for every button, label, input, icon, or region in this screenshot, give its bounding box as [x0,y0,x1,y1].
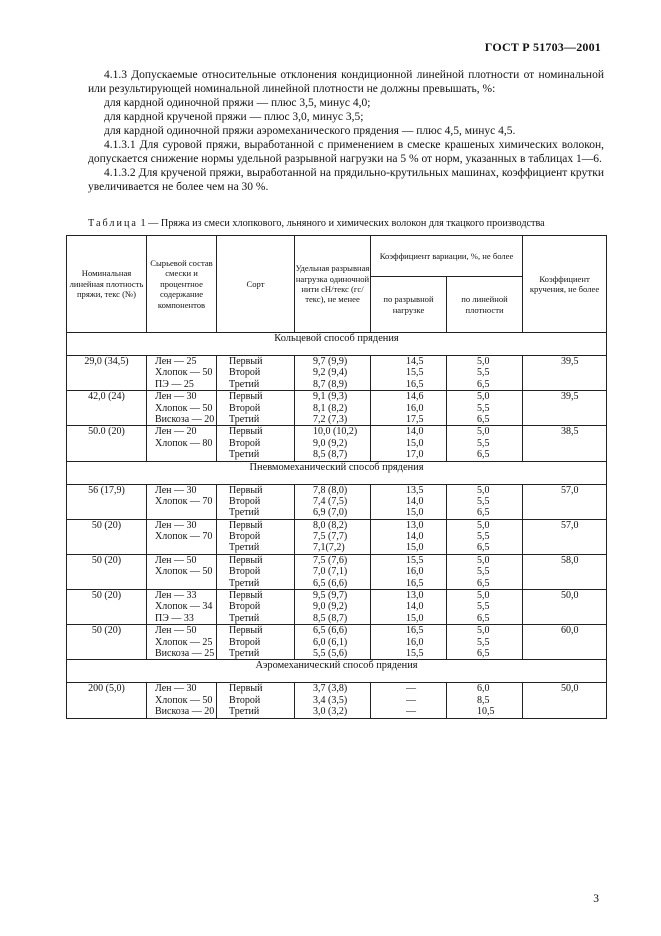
var-density-line: 6,5 [477,449,490,461]
table-row [67,426,607,461]
grades-cell [217,519,295,554]
composition-cell [147,519,217,554]
header-variation: Коэффициент вариации, %, не более [371,236,523,277]
load-cell [295,391,371,426]
var-load-line: 13,0 [406,519,424,531]
composition-line: Вискоза — 25 [155,647,215,659]
composition-line: Вискоза — 20 [155,413,215,425]
header-var-density: по линейной плотности [447,277,523,333]
load-cell [295,426,371,461]
density-cell: 50 (20) [67,625,147,660]
load-line: 9,2 (9,4) [313,367,348,379]
var-load-cell [371,391,447,426]
header-grade: Сорт [217,236,295,333]
var-load-line: 14,5 [406,356,424,367]
grade-line: Первый [229,519,263,531]
var-density-line: 6,5 [477,647,490,659]
load-line: 3,7 (3,8) [313,683,348,695]
grade-line: Второй [229,402,261,414]
grade-line: Первый [229,391,263,403]
var-density-cell [447,554,523,589]
twist-cell: 39,5 [523,391,607,426]
composition-line: Хлопок — 50 [155,566,213,578]
twist-cell: 58,0 [523,554,607,589]
load-cell [295,683,371,718]
load-line: 8,5 (8,7) [313,612,348,624]
var-load-line: 15,5 [406,367,424,379]
document-id: ГОСТ Р 51703—2001 [484,40,601,54]
var-load-cell [371,625,447,660]
var-load-line: 16,5 [406,625,424,637]
load-cell [295,356,371,391]
load-line: 8,1 (8,2) [313,402,348,414]
table-row [67,519,607,554]
grades-cell [217,590,295,625]
var-density-line: 5,0 [477,391,490,403]
yarn-table [66,235,607,719]
composition-cell [147,554,217,589]
twist-cell: 50,0 [523,590,607,625]
composition-line: Лен — 30 [155,484,197,496]
var-load-line: 16,5 [406,378,424,390]
load-cell [295,484,371,519]
var-density-cell [447,519,523,554]
twist-cell: 38,5 [523,426,607,461]
var-density-line: 5,0 [477,625,490,637]
grade-line: Третий [229,647,260,659]
grades-cell [217,625,295,660]
header-twist: Коэффициент кручения, не более [523,236,607,333]
table-caption [88,218,545,229]
var-load-line: 14,0 [406,495,424,507]
grades-cell [217,426,295,461]
load-line: 9,1 (9,3) [313,391,348,403]
var-density-cell [447,590,523,625]
grade-line: Третий [229,542,260,554]
composition-line: Лен — 30 [155,519,197,531]
density-cell: 56 (17,9) [67,484,147,519]
grade-line: Третий [229,413,260,425]
var-load-line: 16,0 [406,566,424,578]
composition-cell [147,625,217,660]
paragraph: 4.1.3 Допускаемые относительные отклонения кондиционной линейной плотности от номинальной или результирующей номинальной линейной плотности не должны превышать, %: [88,69,604,95]
density-cell: 50 (20) [67,554,147,589]
paragraph: для кардной крученой пряжи — плюс 3,0, минус 3,5; [104,111,364,123]
load-line: 7,5 (7,6) [313,554,348,566]
composition-line: ПЭ — 33 [155,612,194,624]
var-density-line: 6,5 [477,577,490,589]
var-load-cell [371,554,447,589]
var-load-line: — [406,706,416,718]
grade-line: Третий [229,577,260,589]
var-load-line: — [406,694,416,706]
grades-cell [217,554,295,589]
grade-line: Второй [229,636,261,648]
grade-line: Второй [229,694,261,706]
var-density-cell [447,356,523,391]
composition-line: Лен — 50 [155,554,197,566]
grade-line: Первый [229,590,263,602]
grades-cell [217,484,295,519]
header-composition: Сырьевой состав смески и процентное содержание компонентов [147,236,217,333]
var-density-line: 6,5 [477,612,490,624]
density-cell: 29,0 (34,5) [67,356,147,391]
twist-cell: 57,0 [523,484,607,519]
var-load-cell [371,683,447,718]
var-density-line: 6,5 [477,507,490,519]
table-row [67,356,607,391]
composition-cell [147,391,217,426]
load-cell [295,625,371,660]
var-density-line: 6,0 [477,683,490,695]
load-line: 8,5 (8,7) [313,449,348,461]
table-caption-title: Пряжа из смеси хлопкового, льняного и химических волокон для ткацкого производства [160,218,545,229]
load-line: 7,8 (8,0) [313,484,348,496]
var-density-cell [447,391,523,426]
load-line: 6,9 (7,0) [313,507,348,519]
var-load-line: 15,5 [406,554,424,566]
grade-line: Третий [229,612,260,624]
var-load-cell [371,484,447,519]
twist-cell: 39,5 [523,356,607,391]
grade-line: Третий [229,449,260,461]
load-line: 8,7 (8,9) [313,378,348,390]
paragraph: 4.1.3.1 Для суровой пряжи, выработанной с применением в смеске крашеных химических волокон, допускается снижение нормы удельной разрывной нагрузки на 5 % от норм, указанных в таблицах 1—6. [88,139,604,165]
var-density-line: 5,5 [477,495,490,507]
density-cell: 50 (20) [67,519,147,554]
var-density-line: 10,5 [477,706,495,718]
var-density-line: 6,5 [477,378,490,390]
grades-cell [217,391,295,426]
var-load-line: 15,0 [406,507,424,519]
load-line: 8,0 (8,2) [313,519,348,531]
composition-line: Хлопок — 70 [155,495,213,507]
var-load-line: 15,0 [406,542,424,554]
load-line: 7,5 (7,7) [313,531,348,543]
load-cell [295,590,371,625]
var-load-line: 15,5 [406,647,424,659]
header-var-load: по разрывной нагрузке [371,277,447,333]
grade-line: Первый [229,484,263,496]
density-cell: 42,0 (24) [67,391,147,426]
grade-line: Второй [229,437,261,449]
twist-cell: 57,0 [523,519,607,554]
composition-cell [147,590,217,625]
load-cell [295,554,371,589]
var-density-line: 6,5 [477,413,490,425]
composition-line: Хлопок — 50 [155,402,213,414]
var-load-line: 14,0 [406,601,424,613]
header-load: Удельная разрывная нагрузка одиночной нити сН/текс (гс/текс), не менее [295,236,371,333]
var-load-line: 17,0 [406,449,424,461]
table-row [67,554,607,589]
density-cell: 200 (5,0) [67,683,147,718]
var-density-line: 5,5 [477,601,490,613]
composition-line: Лен — 50 [155,625,197,637]
density-cell: 50 (20) [67,590,147,625]
composition-cell [147,426,217,461]
paragraph: 4.1.3.2 Для крученой пряжи, выработанной на прядильно-крутильных машинах, коэффициент крутки увеличивается не более чем на 30 %. [88,167,604,193]
grade-line: Третий [229,507,260,519]
grade-line: Первый [229,426,263,438]
composition-line: Вискоза — 20 [155,706,215,718]
grades-cell [217,683,295,718]
grade-line: Второй [229,495,261,507]
composition-line: Хлопок — 34 [155,601,213,613]
grades-cell [217,356,295,391]
var-density-line: 5,5 [477,367,490,379]
var-load-cell [371,590,447,625]
grade-line: Первый [229,554,263,566]
composition-cell [147,683,217,718]
load-line: 6,5 (6,6) [313,625,348,637]
table-row [67,484,607,519]
var-load-line: 13,0 [406,590,424,602]
table-caption-number: 1 — [137,218,161,229]
grade-line: Первый [229,625,263,637]
composition-line: Лен — 30 [155,683,197,695]
var-load-line: — [406,683,416,695]
grade-line: Второй [229,367,261,379]
load-cell [295,519,371,554]
table-row [67,590,607,625]
load-line: 10,0 (10,2) [313,426,358,438]
var-density-line: 5,0 [477,519,490,531]
var-density-line: 5,5 [477,437,490,449]
var-density-line: 6,5 [477,542,490,554]
composition-line: Лен — 25 [155,356,197,367]
load-line: 6,0 (6,1) [313,636,348,648]
var-density-line: 5,0 [477,590,490,602]
load-line: 7,2 (7,3) [313,413,348,425]
load-line: 3,4 (3,5) [313,694,348,706]
var-load-cell [371,519,447,554]
table-row [67,683,607,718]
var-load-line: 14,6 [406,391,424,403]
var-density-line: 5,0 [477,484,490,496]
var-density-cell [447,625,523,660]
grade-line: Третий [229,706,260,718]
load-line: 9,0 (9,2) [313,601,348,613]
page-number: 3 [593,893,599,905]
composition-line: Хлопок — 50 [155,367,213,379]
composition-line: Хлопок — 80 [155,437,213,449]
table-caption-label: Таблица [88,218,138,229]
load-line: 7,4 (7,5) [313,495,348,507]
var-load-line: 16,0 [406,636,424,648]
load-line: 9,0 (9,2) [313,437,348,449]
load-line: 6,5 (6,6) [313,577,348,589]
composition-line: Хлопок — 70 [155,531,213,543]
load-line: 3,0 (3,2) [313,706,348,718]
var-density-cell [447,426,523,461]
var-density-line: 5,5 [477,566,490,578]
var-density-cell [447,683,523,718]
var-load-line: 16,5 [406,577,424,589]
body-text [88,68,604,194]
composition-line: Лен — 33 [155,590,197,602]
paragraph: для кардной одиночной пряжи аэромеханического прядения — плюс 4,5, минус 4,5. [104,125,516,137]
var-density-line: 5,5 [477,531,490,543]
table-row [67,391,607,426]
var-load-line: 15,0 [406,612,424,624]
density-cell: 50.0 (20) [67,426,147,461]
var-load-cell [371,426,447,461]
group-header-row [67,660,607,683]
var-density-line: 5,5 [477,402,490,414]
table-row [67,625,607,660]
grade-line: Первый [229,683,263,695]
composition-cell [147,356,217,391]
var-density-cell [447,484,523,519]
var-density-line: 8,5 [477,694,490,706]
var-density-line: 5,0 [477,554,490,566]
load-line: 5,5 (5,6) [313,647,348,659]
grade-line: Первый [229,356,263,367]
var-load-line: 14,0 [406,531,424,543]
var-load-cell [371,356,447,391]
load-line: 9,5 (9,7) [313,590,348,602]
var-density-line: 5,5 [477,636,490,648]
load-line: 9,7 (9,9) [313,356,348,367]
group-title: Кольцевой способ прядения [67,333,607,356]
group-header-row [67,461,607,484]
composition-line: ПЭ — 25 [155,378,194,390]
group-title: Аэромеханический способ прядения [67,660,607,683]
composition-line: Лен — 20 [155,426,197,438]
composition-cell [147,484,217,519]
grade-line: Третий [229,378,260,390]
twist-cell: 50,0 [523,683,607,718]
load-line: 7,1(7,2) [313,542,345,554]
var-load-line: 17,5 [406,413,424,425]
grade-line: Второй [229,566,261,578]
grade-line: Второй [229,531,261,543]
grade-line: Второй [229,601,261,613]
var-density-line: 5,0 [477,356,490,367]
composition-line: Хлопок — 50 [155,694,213,706]
paragraph: для кардной одиночной пряжи — плюс 3,5, минус 4,0; [104,97,371,109]
var-density-line: 5,0 [477,426,490,438]
var-load-line: 13,5 [406,484,424,496]
composition-line: Лен — 30 [155,391,197,403]
group-title: Пневмомеханический способ прядения [67,461,607,484]
var-load-line: 16,0 [406,402,424,414]
group-header-row [67,333,607,356]
var-load-line: 15,0 [406,437,424,449]
header-density: Номинальная линейная плотность пряжи, текс (№) [67,236,147,333]
twist-cell: 60,0 [523,625,607,660]
composition-line: Хлопок — 25 [155,636,213,648]
var-load-line: 14,0 [406,426,424,438]
load-line: 7,0 (7,1) [313,566,348,578]
